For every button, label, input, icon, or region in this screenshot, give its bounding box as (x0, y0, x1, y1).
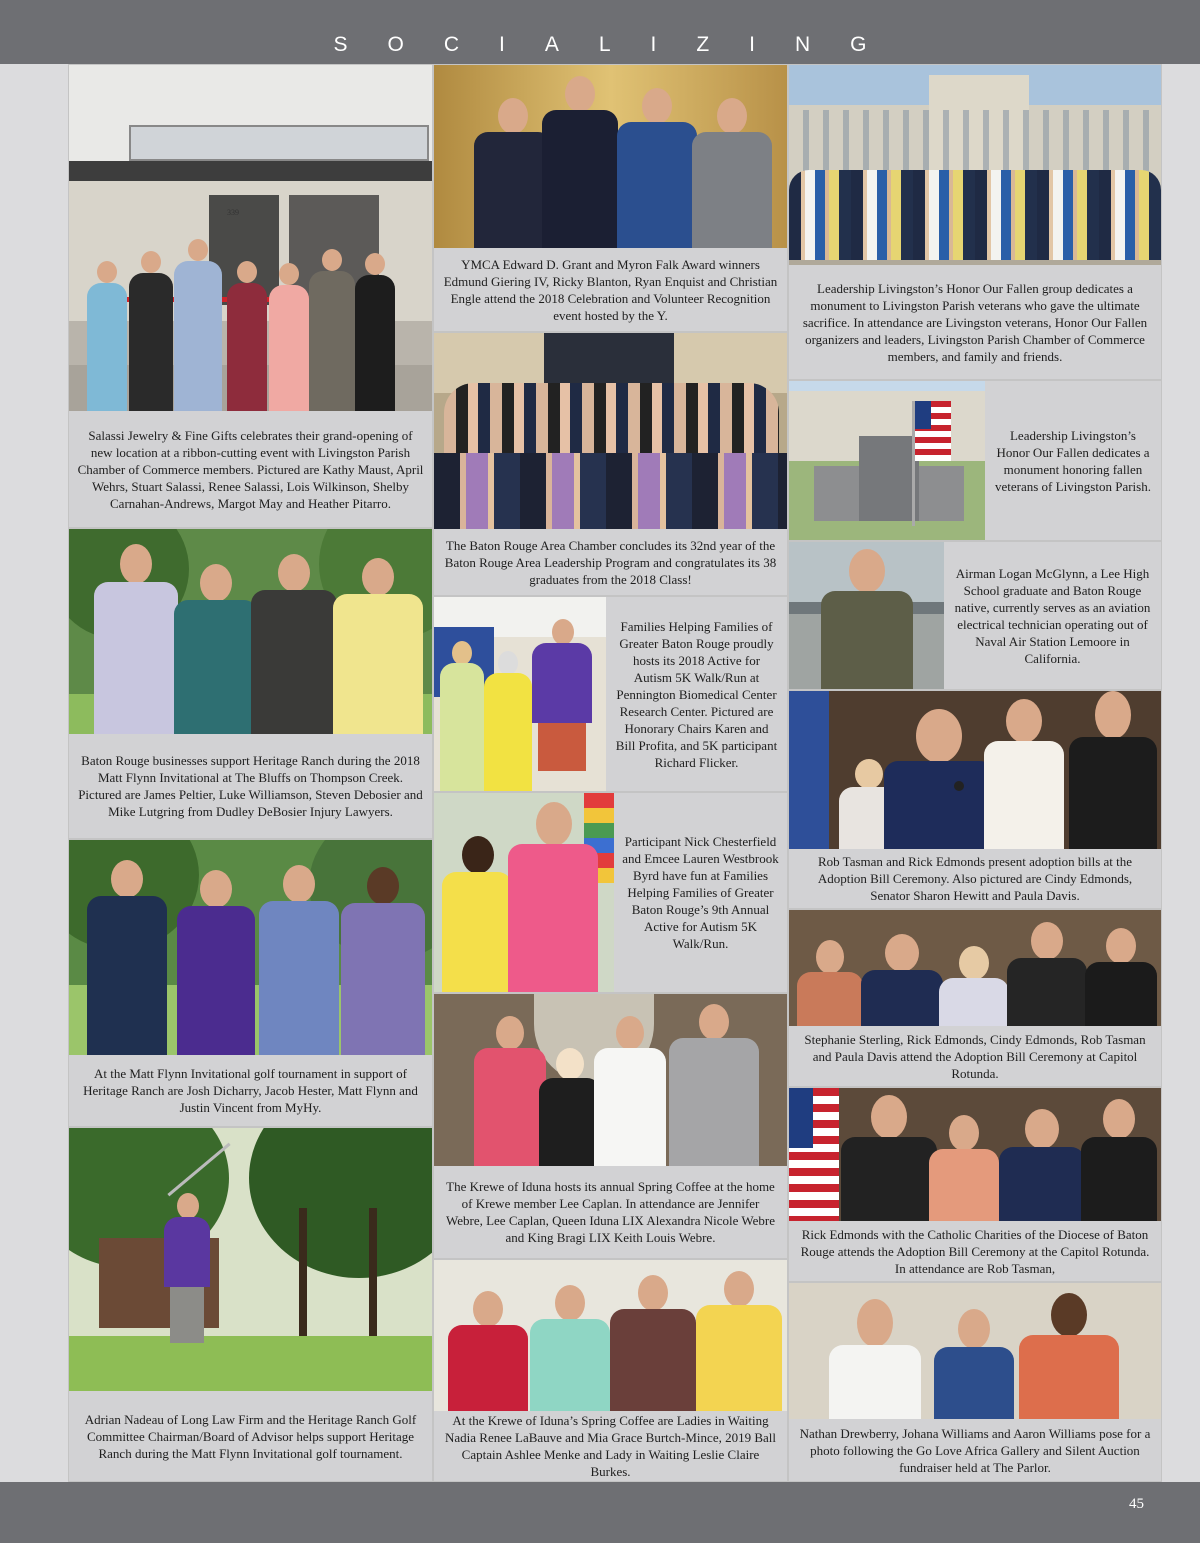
photo-card-families-helping (433, 596, 788, 792)
families-helping-photo (434, 597, 606, 791)
heritage-ranch-photo (69, 529, 432, 734)
photo-card-salassi (68, 64, 433, 528)
photo-card-matt-flynn (68, 839, 433, 1127)
photo-card-nick (433, 792, 788, 993)
caption-nathan: Nathan Drewberry, Johana Williams and Aaron Williams pose for a photo following the Go Love Africa Gallery and Silent Auction fundraiser held at The Parlor. (789, 1419, 1161, 1481)
nathan-group-photo (789, 1283, 1161, 1419)
caption-salassi: Salassi Jewelry & Fine Gifts celebrates their grand-opening of new location at a ribbon-cutting event with Livingston Parish Chamber of Commerce members. Pictured are Kathy Maust, April Wehrs, Stuart Salassi, Renee Salassi, Lois Wilkinson, Shelby Carnahan-Andrews, Margot May and Heather Pitarro. (69, 411, 432, 527)
caption-adoption-bills: Rob Tasman and Rick Edmonds present adoption bills at the Adoption Bill Ceremony. Also pictured are Cindy Edmonds, Senator Sharon Hewitt and Paula Davis. (789, 849, 1161, 908)
caption-barc: The Baton Rouge Area Chamber concludes its 32nd year of the Baton Rouge Area Leadership Program and congratulates its 38 graduates from the 2018 Class! (434, 529, 787, 595)
photo-card-heritage-ranch (68, 528, 433, 839)
caption-ymca: YMCA Edward D. Grant and Myron Falk Award winners Edmund Giering IV, Ricky Blanton, Ryan Enquist and Christian Engle attend the 2018 Celebration and Volunteer Recognition event hosted by the Y. (434, 248, 787, 331)
photo-card-ymca (433, 64, 788, 332)
monument-photo (789, 381, 985, 540)
caption-airman: Airman Logan McGlynn, a Lee High School graduate and Baton Rouge native, currently serves as an aviation electrical technician operating out of Naval Air Station Lemoore in California. (944, 542, 1161, 689)
photo-card-adoption-bills (788, 690, 1162, 909)
caption-stephanie: Stephanie Sterling, Rick Edmonds, Cindy Edmonds, Rob Tasman and Paula Davis attend the Adoption Bill Ceremony at Capitol Rotunda. (789, 1026, 1161, 1086)
caption-krewe-coffee: The Krewe of Iduna hosts its annual Spring Coffee at the home of Krewe member Lee Caplan. In attendance are Jennifer Webre, Lee Caplan, Queen Iduna LIX Alexandra Nicole Webre and King Bragi LIX Keith Louis Webre. (434, 1166, 787, 1258)
photo-card-krewe-coffee (433, 993, 788, 1259)
photo-card-monument (788, 380, 1162, 541)
photo-card-stephanie (788, 909, 1162, 1087)
photo-card-nathan (788, 1282, 1162, 1482)
nick-lauren-photo (434, 793, 614, 992)
photo-card-barc (433, 332, 788, 596)
photo-card-catholic-charities (788, 1087, 1162, 1282)
salassi-ribbon-photo (69, 65, 432, 411)
caption-adrian: Adrian Nadeau of Long Law Firm and the Heritage Ranch Golf Committee Chairman/Board of Advisor helps support Heritage Ranch during the Matt Flynn Invitational golf tournament. (69, 1391, 432, 1481)
header-bar (0, 0, 1200, 64)
photo-card-airman (788, 541, 1162, 690)
page-number: 45 (1129, 1496, 1144, 1512)
caption-nick: Participant Nick Chesterfield and Emcee Lauren Westbrook Byrd have fun at Families Helping Families of Greater Baton Rouge’s 9th Annual Active for Autism 5K Walk/Run. (614, 793, 787, 992)
ladies-waiting-photo (434, 1260, 787, 1411)
airman-photo (789, 542, 944, 689)
adoption-bills-photo (789, 691, 1161, 849)
photo-card-ladies-waiting (433, 1259, 788, 1482)
ymca-award-photo (434, 65, 787, 248)
storefront-number: 339 (227, 208, 239, 217)
photo-card-adrian (68, 1127, 433, 1482)
caption-heritage-ranch: Baton Rouge businesses support Heritage Ranch during the 2018 Matt Flynn Invitational at The Bluffs on Thompson Creek. Pictured are James Peltier, Luke Williamson, Steven Debosier and Mike Lutgring from Dudley DeBosier Injury Lawyers. (69, 734, 432, 838)
livingston-group-photo (789, 65, 1161, 265)
adrian-golf-photo (69, 1128, 432, 1391)
krewe-coffee-photo (434, 994, 787, 1166)
caption-livingston-group: Leadership Livingston’s Honor Our Fallen group dedicates a monument to Livingston Parish veterans who gave the ultimate sacrifice. In attendance are Livingston veterans, Honor Our Fallen organizers and leaders, Livingston Parish Chamber of Commerce members, and family and friends. (789, 265, 1161, 379)
footer-bar (0, 1482, 1200, 1543)
matt-flynn-group-photo (69, 840, 432, 1055)
caption-families-helping: Families Helping Families of Greater Baton Rouge proudly hosts its 2018 Active for Autism 5K Walk/Run at Pennington Biomedical Center Research Center. Pictured are Honorary Chairs Karen and Bill Profita, and 5K participant Richard Flicker. (606, 597, 787, 791)
caption-ladies-waiting: At the Krewe of Iduna’s Spring Coffee are Ladies in Waiting Nadia Renee LaBauve and Mia Grace Burtch-Mince, 2019 Ball Captain Ashlee Menke and Lady in Waiting Leslie Claire Burkes. (434, 1411, 787, 1481)
photo-card-livingston-group (788, 64, 1162, 380)
caption-matt-flynn: At the Matt Flynn Invitational golf tournament in support of Heritage Ranch are Josh Dicharry, Jacob Hester, Matt Flynn and Justin Vincent from MyHy. (69, 1055, 432, 1126)
stephanie-group-photo (789, 910, 1161, 1026)
caption-catholic-charities: Rick Edmonds with the Catholic Charities of the Diocese of Baton Rouge attends the Adoption Bill Ceremony at the Capitol Rotunda. In attendance are Rob Tasman, (789, 1221, 1161, 1281)
barc-graduates-photo (434, 333, 787, 529)
caption-monument: Leadership Livingston’s Honor Our Fallen dedicates a monument honoring fallen veterans of Livingston Parish. (985, 381, 1161, 540)
catholic-charities-photo (789, 1088, 1161, 1221)
section-title: SOCIALIZING (333, 33, 907, 56)
